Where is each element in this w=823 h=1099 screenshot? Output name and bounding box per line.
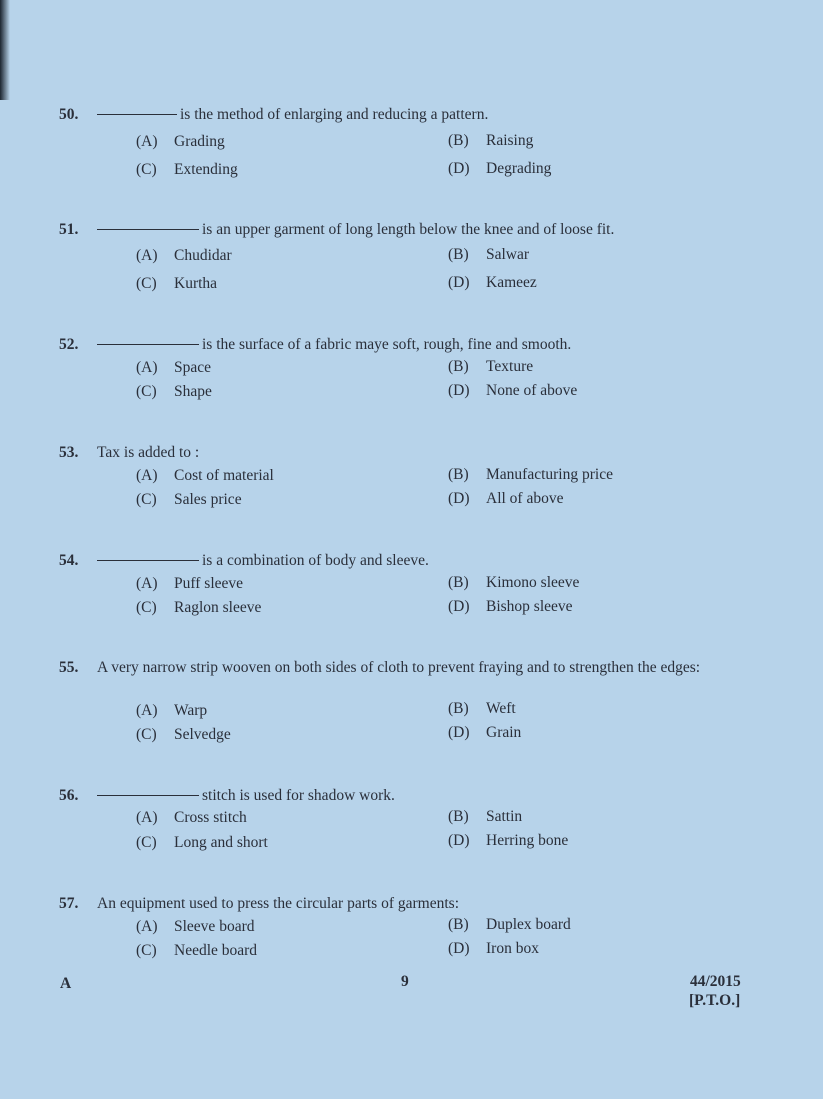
option-b: (B) Duplex board [448, 916, 571, 933]
option-c: (C) Long and short [136, 834, 268, 851]
option-b: (B) Raising [448, 132, 534, 149]
option-c: (C) Shape [136, 383, 212, 400]
option-b: (B) Salwar [448, 246, 530, 263]
question-number: 50. [59, 106, 79, 123]
option-c: (C) Needle board [136, 942, 258, 959]
option-d: (D) Grain [448, 724, 522, 741]
answer-blank [97, 229, 199, 230]
option-d: (D) All of above [448, 490, 564, 507]
option-c: (C) Kurtha [136, 275, 218, 292]
question-text: stitch is used for shadow work. [97, 786, 757, 806]
question-number: 55. [59, 659, 79, 676]
option-c: (C) Sales price [136, 491, 242, 508]
question-text: An equipment used to press the circular parts of garments: [97, 895, 459, 912]
question-number: 51. [59, 221, 79, 238]
question-text: is the method of enlarging and reducing a pattern. [97, 105, 757, 125]
option-b: (B) Texture [448, 358, 534, 375]
option-b: (B) Kimono sleeve [448, 574, 580, 591]
option-a: (A) Warp [136, 702, 208, 719]
option-d: (D) Degrading [448, 160, 552, 177]
option-d: (D) Kameez [448, 274, 537, 291]
answer-blank [97, 560, 199, 561]
question-text: A very narrow strip wooven on both sides of cloth to prevent fraying and to strengthen the edges: [97, 659, 701, 676]
question-number: 52. [59, 336, 79, 353]
option-d: (D) Iron box [448, 940, 539, 957]
paper-code: 44/2015 [690, 973, 741, 990]
page-number: 9 [401, 973, 409, 990]
question-text: is the surface of a fabric maye soft, rough, fine and smooth. [97, 335, 757, 355]
option-a: (A) Chudidar [136, 247, 232, 264]
option-d: (D) Herring bone [448, 832, 569, 849]
option-c: (C) Extending [136, 161, 238, 178]
question-number: 57. [59, 895, 79, 912]
question-text: is a combination of body and sleeve. [97, 551, 757, 571]
option-a: (A) Grading [136, 133, 225, 150]
answer-blank [97, 344, 199, 345]
scan-edge-shadow [0, 0, 10, 100]
option-b: (B) Weft [448, 700, 516, 717]
option-a: (A) Space [136, 359, 212, 376]
option-b: (B) Manufacturing price [448, 466, 613, 483]
answer-blank [97, 795, 199, 796]
option-c: (C) Selvedge [136, 726, 231, 743]
question-number: 56. [59, 787, 79, 804]
option-c: (C) Raglon sleeve [136, 599, 262, 616]
question-text: is an upper garment of long length below the knee and of loose fit. [97, 220, 757, 240]
option-a: (A) Cost of material [136, 467, 274, 484]
option-d: (D) Bishop sleeve [448, 598, 573, 615]
question-number: 54. [59, 552, 79, 569]
series-code: A [60, 975, 72, 992]
please-turn-over: [P.T.O.] [689, 992, 741, 1009]
option-a: (A) Cross stitch [136, 809, 247, 826]
option-b: (B) Sattin [448, 808, 523, 825]
option-d: (D) None of above [448, 382, 578, 399]
option-a: (A) Sleeve board [136, 918, 255, 935]
answer-blank [97, 114, 177, 115]
question-text: Tax is added to : [97, 444, 200, 461]
option-a: (A) Puff sleeve [136, 575, 244, 592]
question-number: 53. [59, 444, 79, 461]
